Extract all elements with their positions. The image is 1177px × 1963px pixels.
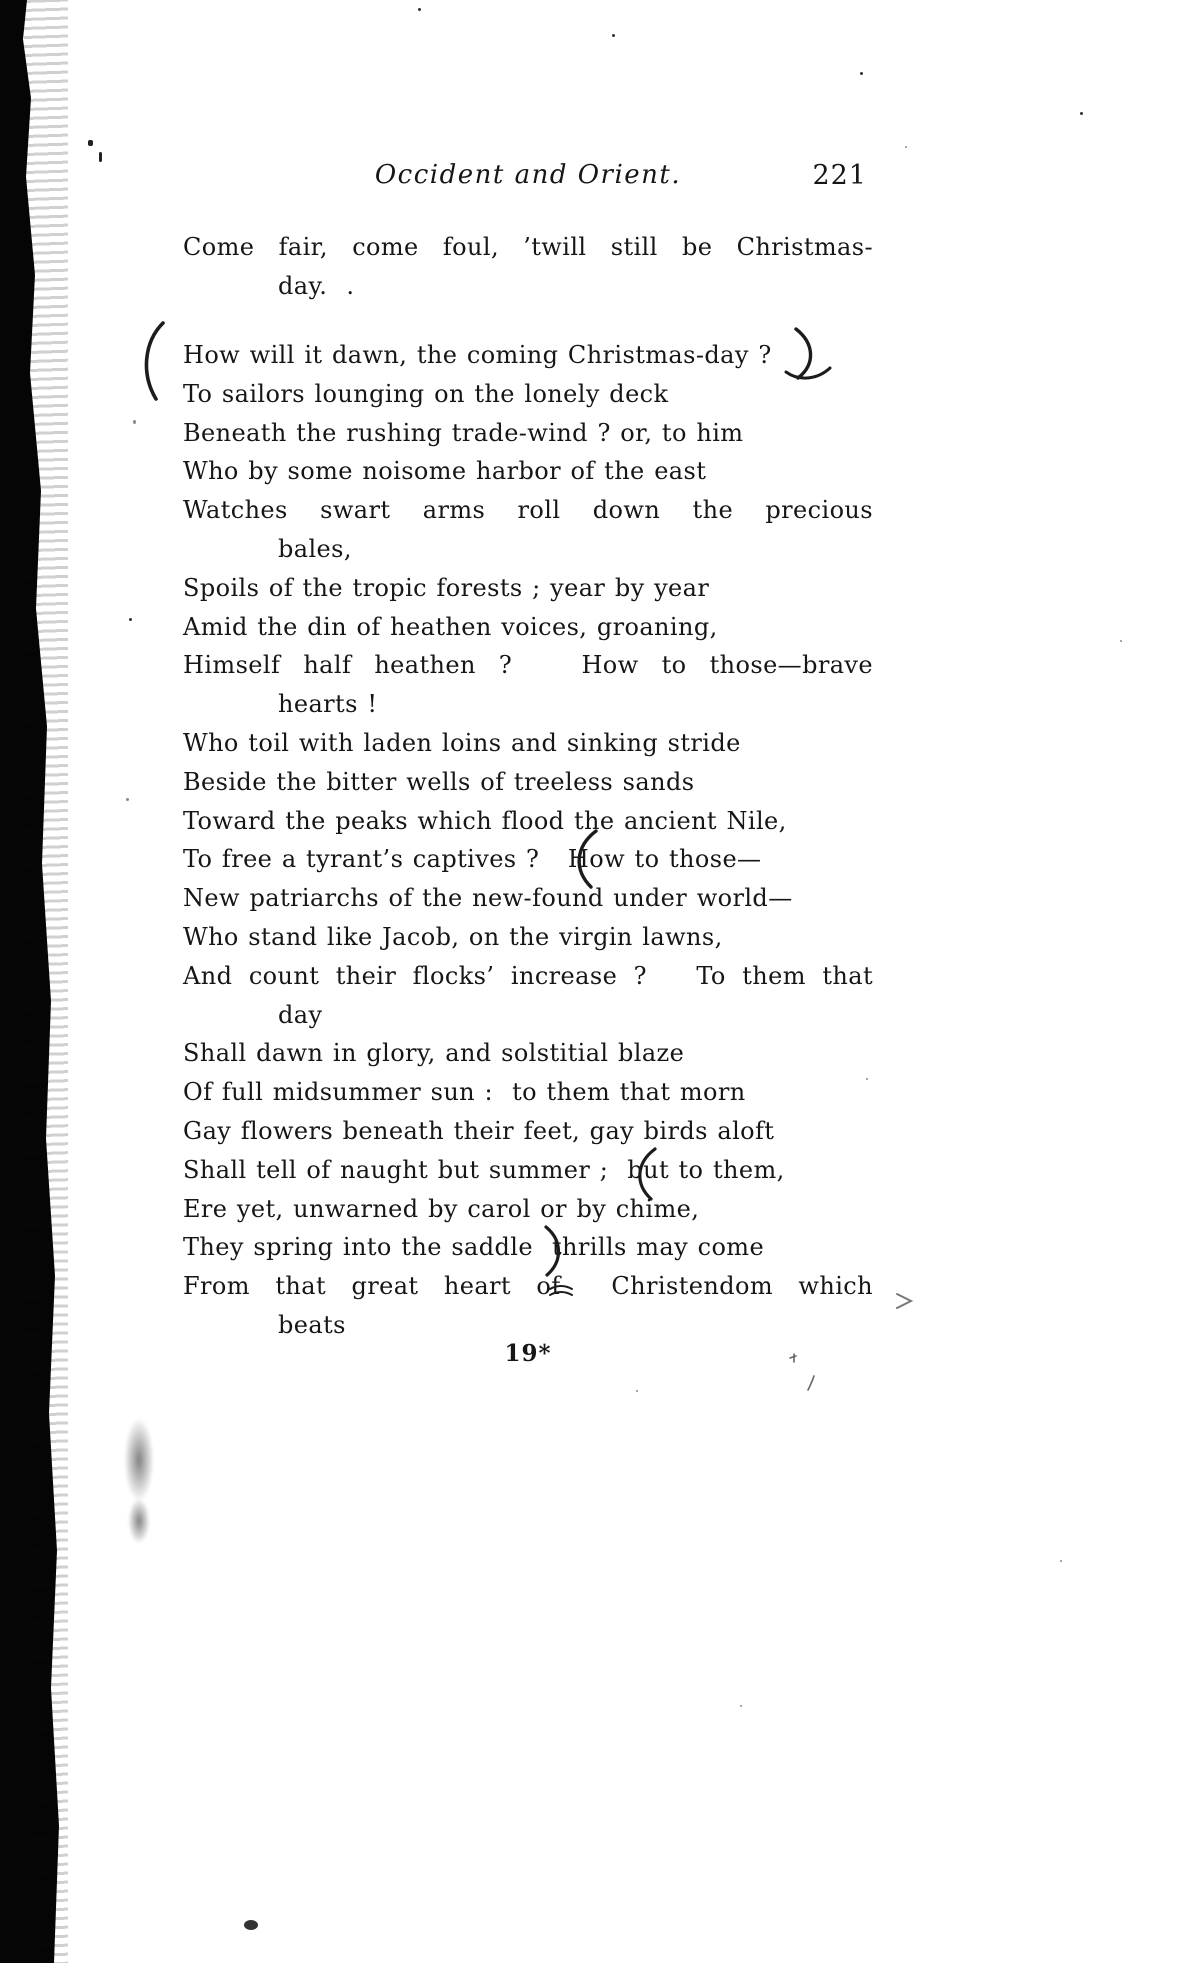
ink-tick bbox=[88, 140, 93, 146]
poem-line: Who by some noisome harbor of the east bbox=[183, 457, 707, 486]
poem-line: To free a tyrant’s captives ? How to those— bbox=[183, 845, 762, 874]
poem-line: Shall tell of naught but summer ; but to them, bbox=[183, 1155, 785, 1184]
dust-speck bbox=[129, 618, 132, 621]
scan-gutter-shadow bbox=[0, 0, 62, 1963]
poem-line: Himself half heathen ? How to those—brave bbox=[183, 651, 873, 680]
poem-line: Watches swart arms roll down the precious bbox=[183, 496, 873, 525]
dust-speck bbox=[866, 1078, 868, 1080]
poem-line: Of full midsummer sun : to them that morn bbox=[183, 1078, 746, 1107]
dust-speck bbox=[126, 798, 129, 801]
poem-line: beats bbox=[278, 1310, 346, 1339]
poem-line: From that great heart of Christendom which bbox=[183, 1272, 873, 1301]
poem-line: Beside the bitter wells of treeless sands bbox=[183, 767, 695, 796]
dust-speck bbox=[418, 8, 421, 11]
poem-line: New patriarchs of the new-found under world— bbox=[183, 884, 793, 913]
dust-speck bbox=[636, 1390, 638, 1392]
ink-tick bbox=[99, 152, 102, 162]
poem-line: Gay flowers beneath their feet, gay birds aloft bbox=[183, 1116, 775, 1145]
poem-line: And count their flocks’ increase ? To them that bbox=[183, 961, 873, 990]
handwritten-open-paren-icon bbox=[139, 320, 167, 402]
dust-speck bbox=[1060, 1560, 1062, 1562]
poem-line: bales, bbox=[278, 534, 352, 563]
running-title: Occident and Orient. bbox=[374, 160, 682, 190]
dust-speck bbox=[612, 34, 615, 37]
dust-speck bbox=[860, 72, 863, 75]
page-number: 221 bbox=[812, 160, 867, 191]
poem-line: They spring into the saddle thrills may come bbox=[183, 1233, 765, 1262]
poem-line: Shall dawn in glory, and solstitial blaze bbox=[183, 1039, 685, 1068]
poem-line: day. . bbox=[278, 271, 355, 300]
ink-blot bbox=[244, 1920, 258, 1930]
dust-speck bbox=[905, 146, 907, 148]
handwritten-chevron-icon bbox=[895, 1292, 915, 1310]
poem-line: Beneath the rushing trade-wind ? or, to him bbox=[183, 418, 744, 447]
dust-speck bbox=[1120, 640, 1122, 642]
poem-line: How will it dawn, the coming Christmas-day ? bbox=[183, 341, 772, 369]
poem-line: Spoils of the tropic forests ; year by year bbox=[183, 573, 710, 602]
pencil-smudge bbox=[128, 1498, 150, 1544]
text-column bbox=[183, 160, 873, 1560]
poem-line: Come fair, come foul, ’twill still be Christmas- bbox=[183, 233, 873, 261]
dust-speck bbox=[1080, 112, 1083, 115]
poem-line: Amid the din of heathen voices, groaning, bbox=[183, 612, 718, 641]
poem-stanza-1 bbox=[183, 228, 873, 306]
poem-line: To sailors lounging on the lonely deck bbox=[183, 379, 669, 408]
printer-signature: 19* bbox=[504, 1340, 552, 1367]
poem-line: Who toil with laden loins and sinking stride bbox=[183, 728, 741, 757]
dust-speck bbox=[740, 1705, 742, 1707]
poem-line: Toward the peaks which flood the ancient Nile, bbox=[183, 806, 787, 835]
page-header bbox=[183, 160, 873, 200]
pencil-smudge bbox=[124, 1418, 154, 1502]
poem-stanza-2 bbox=[183, 336, 873, 1345]
poem-line: Ere yet, unwarned by carol or by chime, bbox=[183, 1194, 700, 1223]
dust-speck bbox=[133, 420, 136, 424]
poem-line: hearts ! bbox=[278, 690, 378, 719]
poem-line: Who stand like Jacob, on the virgin lawns, bbox=[183, 922, 723, 951]
poem-line: day bbox=[278, 1000, 323, 1029]
